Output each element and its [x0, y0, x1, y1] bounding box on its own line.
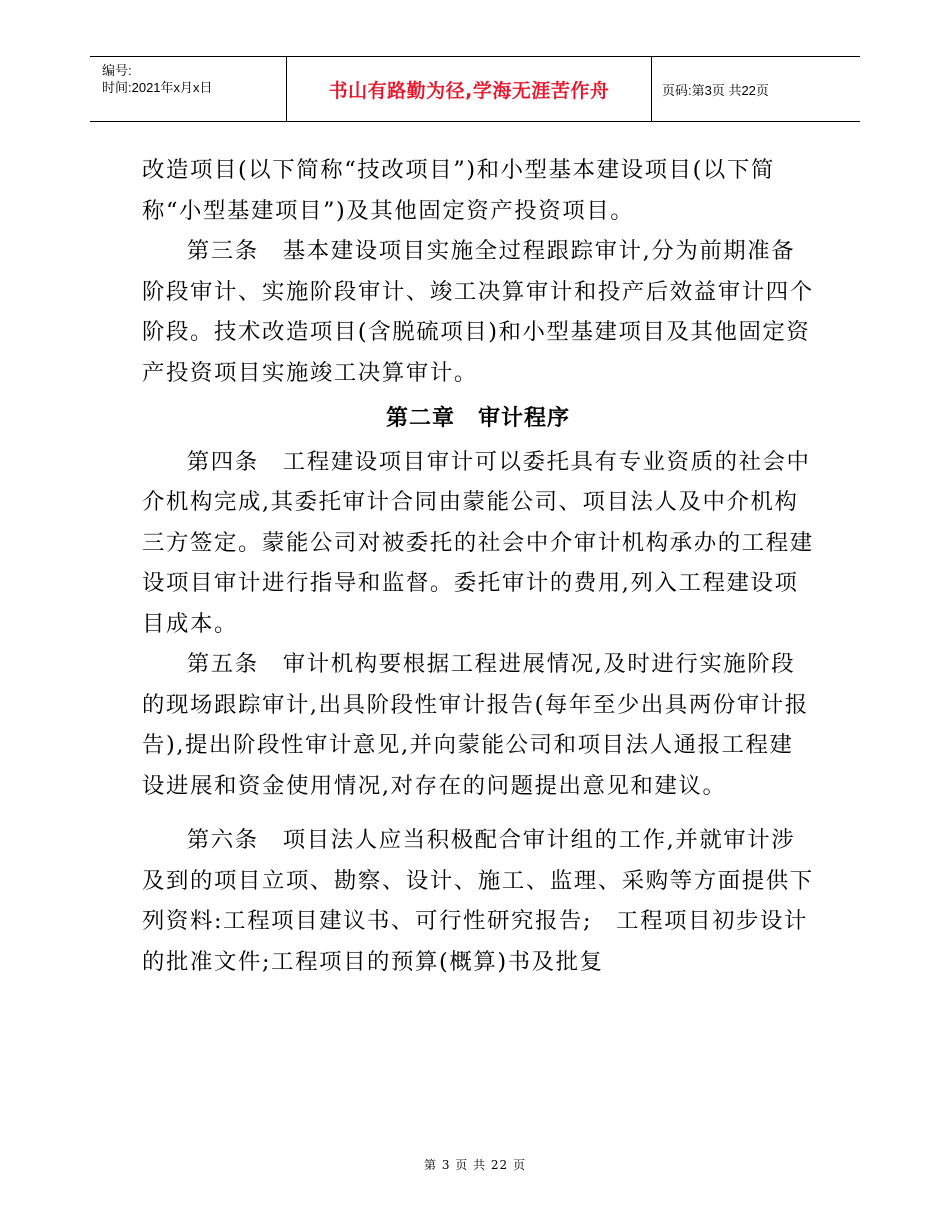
document-body	[142, 150, 814, 982]
article-4: 第四条 工程建设项目审计可以委托具有专业资质的社会中介机构完成,其委托审计合同由蒙能公司、项目法人及中介机构三方签定。蒙能公司对被委托的社会中介审计机构承办的工程建设项目审计进行指导和监督。委托审计的费用,列入工程建设项目成本。	[142, 448, 814, 637]
paragraph-continuation: 改造项目(以下简称“技改项目”)和小型基本建设项目(以下简称“小型基建项目”)及其他固定资产投资项目。	[142, 157, 775, 224]
article-5: 第五条 审计机构要根据工程进展情况,及时进行实施阶段的现场跟踪审计,出具阶段性审计报告(每年至少出具两份审计报告),提出阶段性审计意见,并向蒙能公司和项目法人通报工程建设进展和资金使用情况,对存在的问题提出意见和建议。	[142, 651, 809, 799]
doc-number-label: 编号:	[102, 63, 132, 78]
header-meta	[90, 57, 286, 121]
page-footer: 第 3 页 共 22 页	[424, 1158, 526, 1172]
doc-time-label: 时间:2021年x月x日	[102, 80, 213, 95]
chapter-heading: 第二章 审计程序	[385, 406, 570, 431]
article-6: 第六条 项目法人应当积极配合审计组的工作,并就审计涉及到的项目立项、勘察、设计、施工、监理、采购等方面提供下列资料:工程项目建议书、可行性研究报告; 工程项目初步设计的批准文件;工程项目的预算(概算)书及批复	[142, 827, 814, 975]
header-slogan: 书山有路勤为径,学海无涯苦作舟	[286, 57, 652, 121]
header-page-number: 页码:第3页 共22页	[662, 82, 769, 98]
page-header	[90, 56, 860, 122]
article-3: 第三条 基本建设项目实施全过程跟踪审计,分为前期准备阶段审计、实施阶段审计、竣工决算审计和投产后效益审计四个阶段。技术改造项目(含脱硫项目)和小型基建项目及其他固定资产投资项目实施竣工决算审计。	[142, 238, 814, 386]
